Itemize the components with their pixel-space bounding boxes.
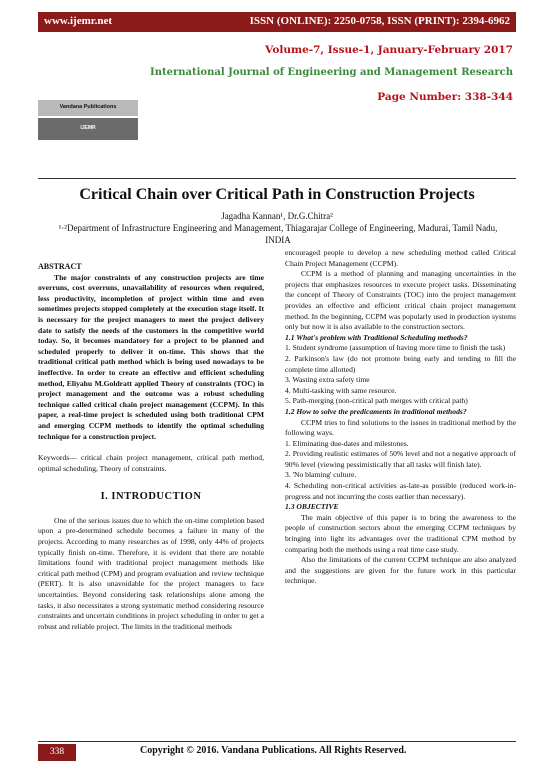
- intro-text: One of the serious issues due to which the on-time completion based upon a pre-determined schedule becomes a failure in many of the projects. According to many researches as of 1998, only 44% of projects typically finish on-time. Therefore, it is evident that there are notable limitations found with traditional project management methods like critical path method (CPM) and program evaluation and review technique (PERT). It is also unavoidable for the project managers to face uncertainties. Beyond considering task relationships alone among the tasks, it also necessitates a strong systematic method considering resource constraints and uncertain conditions in project scheduling in order to get a robust and reliable project. The limits in the traditional methods: [38, 515, 264, 631]
- logo-publisher-text: Vandana Publications: [59, 104, 117, 110]
- publisher-logo: [38, 98, 138, 162]
- issn-text: ISSN (ONLINE): 2250-0758, ISSN (PRINT): 2394-6962: [249, 15, 510, 27]
- paragraph: encouraged people to develop a new scheduling method called Critical Chain Project Management (CCPM).: [285, 248, 516, 268]
- affiliation: ¹·²Department of Infrastructure Engineering and Management, Thiagarajar College of Engineering, Madurai, Tamil Nadu, INDIA: [58, 223, 498, 245]
- volume-text: Volume-7, Issue-1, January-February 2017: [265, 44, 513, 56]
- subheading-1-2: 1.2 How to solve the predicaments in traditional methods?: [285, 406, 467, 416]
- list-item: 3. Wasting extra safety time: [285, 375, 370, 385]
- paper-title: Critical Chain over Critical Path in Construction Projects: [79, 186, 475, 203]
- list-item: 1. Student syndrome (assumption of having more time to finish the task): [285, 343, 506, 353]
- paragraph: The main objective of this paper is to bring the awareness to the people of construction sectors about the emerging CCPM techniques by bringing into light its advantages over the traditional CPM method by comparing both the methods using a real time case study.: [285, 512, 516, 554]
- intro-heading: I. INTRODUCTION: [100, 491, 202, 503]
- page-number: 338: [38, 744, 76, 761]
- copyright: Copyright © 2016. Vandana Publications. All Rights Reserved.: [140, 745, 407, 756]
- website-link[interactable]: www.ijemr.net: [44, 15, 113, 27]
- list-item: 4. Scheduling non-critical activities as-late-as possible (reduced work-in-progress and not incurring the costs earlier than necessary).: [285, 481, 516, 501]
- subheading-1-1: 1.1 What's problem with Traditional Scheduling methods?: [285, 332, 468, 342]
- footer-rule: [38, 741, 516, 742]
- list-item: 1. Eliminating due-dates and milestones.: [285, 438, 409, 448]
- list-item: 5. Path-merging (non-critical path merges with critical path): [285, 396, 468, 406]
- page-numbers: Page Number: 338-344: [377, 91, 513, 103]
- keywords: Keywords— critical chain project management, critical path method, optimal scheduling, Theory of constraints.: [38, 453, 264, 473]
- list-item: 4. Multi-tasking with same resource.: [285, 385, 397, 395]
- left-column: [38, 262, 264, 632]
- list-item: 2. Providing realistic estimates of 50% level and not a negative approach of 90% level (viewing pessimistically that all tasks will finish late).: [285, 449, 516, 469]
- header-rule: [38, 178, 516, 179]
- list-item: 2. Parkinson's law (do not promote being early and tending to fill the complete time allotted): [285, 353, 516, 374]
- list-item: 3. 'No blaming' culture.: [285, 470, 357, 480]
- paragraph: CCPM tries to find solutions to the issues in traditional method by the following ways.: [285, 417, 516, 438]
- authors: Jagadha Kannan¹, Dr.G.Chitra²: [221, 211, 333, 221]
- paragraph: CCPM is a method of planning and managing uncertainties in the projects that emphasizes resources to execute project tasks. Disseminating the concept of Theory of Constraints (TOC) into the project management provides an effective and efficient critical chain project management method. In the beginning, CCPM was popularly used in production systems only but now it is also available to the construction sectors.: [285, 269, 516, 332]
- logo-journal-text: IJEMR: [80, 125, 96, 131]
- abstract-text: The major constraints of any construction projects are time overruns, cost overruns, unavailability of resources when required, less productivity, incompletion of project within time and even sometimes projects stopped completely at the execution stage itself. It is necessary for the project managers to meet the project delivery date to satisfy the needs of the customers in the competitive world today. So, it becomes mandatory for a project to be planned and scheduled properly to deliver it on-time. This shows that the traditional critical path method which is being used nowadays to be ineffective. In order to create an effective and efficient scheduling method, Eliyahu M.Goldratt applied Theory of constraints (TOC) in project management and the outcome was a robust scheduling technique called critical chain project management (CCPM). In this paper, a real-time project is scheduled using both traditional CPM and emerging CCPM methods to identify the optimal scheduling technique for a construction project.: [38, 272, 264, 441]
- journal-name: International Journal of Engineering and Management Research: [150, 67, 513, 78]
- abstract-heading: ABSTRACT: [38, 262, 82, 271]
- header-bar: [38, 12, 516, 32]
- subheading-1-3: 1.3 OBJECTIVE: [285, 502, 339, 512]
- paragraph: Also the limitations of the current CCPM technique are also analyzed and the suggestions are given for the future work in this particular technique.: [285, 555, 516, 586]
- right-column: [285, 248, 516, 587]
